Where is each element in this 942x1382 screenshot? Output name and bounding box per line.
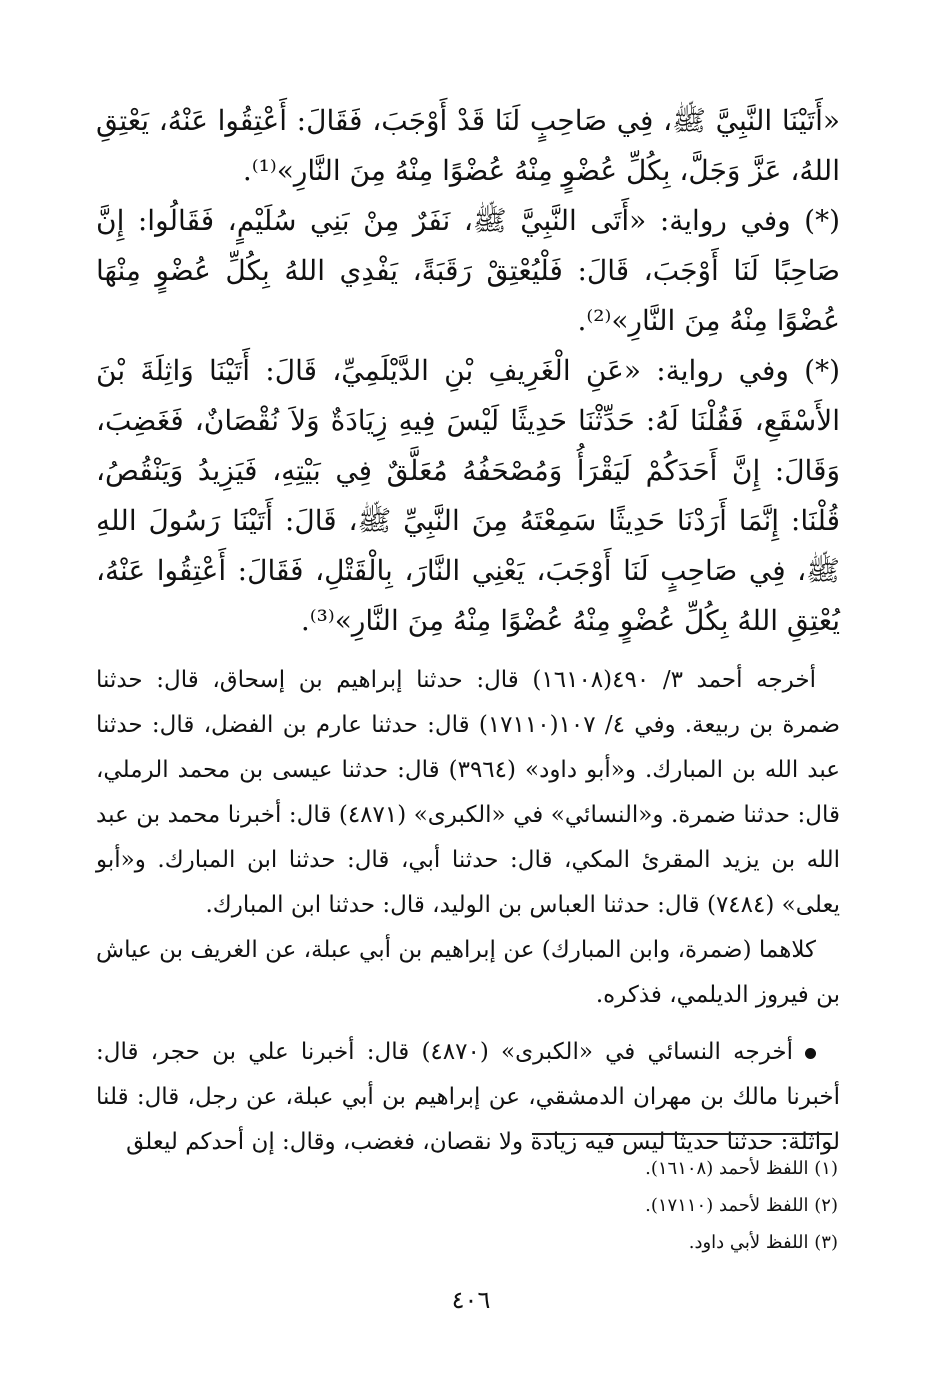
page-number: ٤٠٦ [451, 1286, 491, 1314]
hadith-text [96, 96, 840, 646]
footnote-2: (٢) اللفظ لأحمد (١٧١١٠). [645, 1195, 838, 1216]
hadith-rewaya-2: (*) وفي رواية: «عَنِ الْغَرِيفِ بْنِ الدَّيْلَمِيِّ، قَالَ: أَتَيْنَا وَاثِلَةَ بْنَ الأَسْقَعِ، فَقُلْنَا لَهُ: حَدِّثْنَا حَدِيثًا لَيْسَ فِيهِ زِيَادَةٌ وَلاَ نُقْصَانٌ، فَغَضِبَ، وَقَالَ: إِنَّ أَحَدَكُمْ لَيَقْرَأُ وَمُصْحَفُهُ مُعَلَّقٌ فِي بَيْتِهِ، فَيَزِيدُ وَيَنْقُصُ، قُلْنَا: إِنَّمَا أَرَدْنَا حَدِيثًا سَمِعْتَهُ مِنَ النَّبِيِّ ﷺ، قَالَ: أَتَيْنَا رَسُولَ اللهِ ﷺ، فِي صَاحِبٍ لَنَا أَوْجَبَ، يَعْنِي النَّارَ، بِالْقَتْلِ، فَقَالَ: أَعْتِقُوا عَنْهُ، يُعْتِقِ اللهُ بِكُلِّ عُضْوٍ مِنْهُ عُضْوًا مِنْهُ مِنَ النَّارِ»⁽³⁾. [96, 354, 840, 637]
hadith-rewaya-1: (*) وفي رواية: «أَتَى النَّبِيَّ ﷺ، نَفَرٌ مِنْ بَنِي سُلَيْمٍ، فَقَالُوا: إِنَّ صَاحِبًا لَنَا أَوْجَبَ، قَالَ: فَلْيُعْتِقْ رَقَبَةً، يَفْدِي اللهُ بِكُلِّ عُضْوٍ مِنْهَا عُضْوًا مِنْهُ مِنَ النَّارِ»⁽²⁾. [96, 204, 840, 337]
takhrij-bullet-section [96, 1030, 840, 1165]
footnote-1: (١) اللفظ لأحمد (١٦١٠٨). [645, 1158, 838, 1179]
hadith-main: «أَتَيْنَا النَّبِيَّ ﷺ، فِي صَاحِبٍ لَنَا قَدْ أَوْجَبَ، فَقَالَ: أَعْتِقُوا عَنْهُ، يَعْتِقِ اللهُ، عَزَّ وَجَلَّ، بِكُلِّ عُضْوٍ مِنْهُ عُضْوًا مِنْهُ مِنَ النَّارِ»⁽¹⁾. [96, 104, 840, 187]
takhrij-section [96, 658, 840, 1018]
takhrij-paragraph-3-text: أخرجه النسائي في «الكبرى» (٤٨٧٠) قال: أخبرنا علي بن حجر، قال: أخبرنا مالك بن مهران الدمشقي، عن إبراهيم بن أبي عبلة، عن رجل، قال: قلنا لواثلة: حدثنا حديثا ليس فيه زيادة ولا نقصان، فغضب، وقال: إن أحدكم ليعلق [96, 1039, 840, 1155]
bullet-icon [805, 1048, 816, 1059]
takhrij-paragraph-2: كلاهما (ضمرة، وابن المبارك) عن إبراهيم بن أبي عبلة، عن الغريف بن عياش بن فيروز الديلمي، فذكره. [96, 937, 840, 1008]
footnote-separator [532, 1133, 832, 1135]
footnote-3: (٣) اللفظ لأبي داود. [688, 1232, 838, 1253]
footnotes [238, 1150, 838, 1261]
takhrij-paragraph-1: أخرجه أحمد ٣/ ٤٩٠(١٦١٠٨) قال: حدثنا إبراهيم بن إسحاق، قال: حدثنا ضمرة بن ربيعة. وفي ٤/ ١٠٧(١٧١١٠) قال: حدثنا عارم بن الفضل، قال: حدثنا عبد الله بن المبارك. و«أبو داود» (٣٩٦٤) قال: حدثنا عيسى بن محمد الرملي، قال: حدثنا ضمرة. و«النسائي» في «الكبرى» (٤٨٧١) قال: أخبرنا محمد بن عبد الله بن يزيد المقرئ المكي، قال: حدثنا أبي، قال: حدثنا ابن المبارك. و«أبو يعلى» (٧٤٨٤) قال: حدثنا العباس بن الوليد، قال: حدثنا ابن المبارك. [96, 667, 840, 918]
takhrij-paragraph-3 [96, 1030, 840, 1165]
